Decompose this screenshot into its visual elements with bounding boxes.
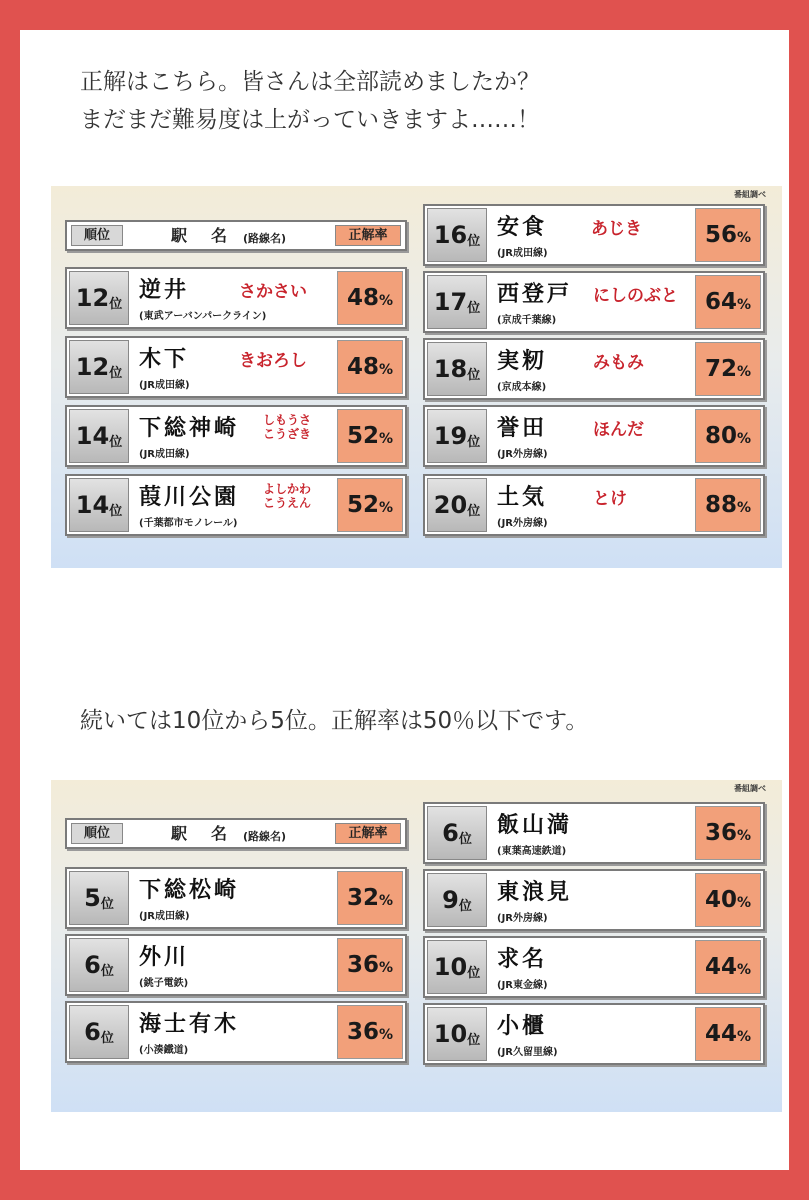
ranking-row — [65, 934, 407, 996]
station-name: 逆井 — [139, 278, 190, 303]
header-correct-rate: 正解率 — [335, 823, 401, 844]
station-name: 誉田 — [497, 416, 548, 441]
ranking-row — [423, 869, 765, 931]
line-name: (JR外房線) — [497, 449, 548, 460]
rank-badge: 5 位 — [69, 871, 129, 925]
correct-rate: 52 % — [337, 409, 403, 463]
ranking-panel-5-10 — [51, 780, 782, 1112]
correct-rate: 48 % — [337, 271, 403, 325]
station-name: 海士有木 — [139, 1012, 240, 1037]
station-name: 飯山満 — [497, 813, 573, 838]
rank-badge: 6 位 — [69, 1005, 129, 1059]
correct-rate: 44 % — [695, 940, 761, 994]
station-reading: しもうさ こうざき — [263, 413, 312, 441]
station-reading: ほんだ — [593, 420, 644, 440]
station-reading: にしのぶと — [593, 286, 678, 306]
rank-badge: 10 位 — [427, 1007, 487, 1061]
header-rank: 順位 — [71, 823, 123, 844]
station-reading: さかさい — [239, 282, 307, 302]
station-reading: よしかわ こうえん — [263, 482, 312, 510]
correct-rate: 80 % — [695, 409, 761, 463]
header-station-name: 駅 名 — [171, 824, 232, 843]
ranking-row — [65, 267, 407, 329]
correct-rate: 36 % — [337, 1005, 403, 1059]
rank-badge: 14 位 — [69, 409, 129, 463]
station-name: 小櫃 — [497, 1014, 548, 1039]
station-name: 下総松崎 — [139, 878, 240, 903]
line-name: (小湊鐵道) — [139, 1045, 189, 1056]
source-note: 番組調べ — [734, 784, 766, 793]
station-name: 外川 — [139, 945, 190, 970]
line-name: (JR東金線) — [497, 980, 548, 991]
line-name: (JR外房線) — [497, 518, 548, 529]
rank-badge: 16 位 — [427, 208, 487, 262]
station-name: 東浪見 — [497, 880, 573, 905]
line-name: (JR成田線) — [497, 248, 548, 259]
ranking-row — [423, 204, 765, 266]
line-name: (JR成田線) — [139, 449, 190, 460]
station-name: 西登戸 — [497, 282, 573, 307]
caption-second: 続いては10位から5位。正解率は50％以下です。 — [80, 708, 589, 734]
station-name: 木下 — [139, 347, 190, 372]
ranking-row — [423, 936, 765, 998]
header-correct-rate: 正解率 — [335, 225, 401, 246]
rank-badge: 17 位 — [427, 275, 487, 329]
ranking-row — [423, 1003, 765, 1065]
header-line-name: (路線名) — [243, 232, 287, 245]
line-name: (JR成田線) — [139, 911, 190, 922]
ranking-row — [65, 474, 407, 536]
article-card — [20, 30, 789, 1170]
caption-intro: 正解はこちら。皆さんは全部読めましたか？ まだまだ難易度は上がっていきますよ……！ — [80, 69, 540, 133]
ranking-row — [65, 336, 407, 398]
correct-rate: 40 % — [695, 873, 761, 927]
table-header — [65, 220, 407, 251]
ranking-row — [65, 867, 407, 929]
line-name: (千葉都市モノレール) — [139, 518, 238, 529]
ranking-row — [65, 405, 407, 467]
correct-rate: 72 % — [695, 342, 761, 396]
correct-rate: 56 % — [695, 208, 761, 262]
rank-badge: 6 位 — [427, 806, 487, 860]
correct-rate: 52 % — [337, 478, 403, 532]
station-name: 実籾 — [497, 349, 548, 374]
source-note: 番組調べ — [734, 190, 766, 199]
station-reading: みもみ — [593, 353, 644, 373]
header-rank: 順位 — [71, 225, 123, 246]
rank-badge: 9 位 — [427, 873, 487, 927]
ranking-row — [423, 802, 765, 864]
line-name: (JR久留里線) — [497, 1047, 558, 1058]
station-name: 葭川公園 — [139, 485, 240, 510]
ranking-row — [423, 474, 765, 536]
rank-badge: 20 位 — [427, 478, 487, 532]
ranking-row — [423, 405, 765, 467]
line-name: (JR外房線) — [497, 913, 548, 924]
rank-badge: 12 位 — [69, 271, 129, 325]
correct-rate: 44 % — [695, 1007, 761, 1061]
rank-badge: 19 位 — [427, 409, 487, 463]
table-header — [65, 818, 407, 849]
header-station-name: 駅 名 — [171, 226, 232, 245]
ranking-row — [423, 338, 765, 400]
correct-rate: 32 % — [337, 871, 403, 925]
ranking-row — [65, 1001, 407, 1063]
line-name: (東武アーバンパークライン) — [139, 311, 267, 322]
correct-rate: 88 % — [695, 478, 761, 532]
line-name: (京成千葉線) — [497, 315, 557, 326]
ranking-row — [423, 271, 765, 333]
rank-badge: 10 位 — [427, 940, 487, 994]
line-name: (東葉高速鉄道) — [497, 846, 567, 857]
rank-badge: 14 位 — [69, 478, 129, 532]
station-name: 安食 — [497, 215, 548, 240]
header-line-name: (路線名) — [243, 830, 287, 843]
station-reading: きおろし — [239, 351, 307, 371]
station-reading: あじき — [591, 219, 642, 239]
line-name: (銚子電鉄) — [139, 978, 189, 989]
correct-rate: 48 % — [337, 340, 403, 394]
rank-badge: 6 位 — [69, 938, 129, 992]
line-name: (京成本線) — [497, 382, 547, 393]
line-name: (JR成田線) — [139, 380, 190, 391]
correct-rate: 36 % — [337, 938, 403, 992]
station-name: 求名 — [497, 947, 548, 972]
ranking-panel-12-20 — [51, 186, 782, 568]
correct-rate: 36 % — [695, 806, 761, 860]
station-name: 下総神崎 — [139, 416, 240, 441]
station-reading: とけ — [593, 489, 627, 509]
rank-badge: 12 位 — [69, 340, 129, 394]
station-name: 土気 — [497, 485, 548, 510]
correct-rate: 64 % — [695, 275, 761, 329]
rank-badge: 18 位 — [427, 342, 487, 396]
